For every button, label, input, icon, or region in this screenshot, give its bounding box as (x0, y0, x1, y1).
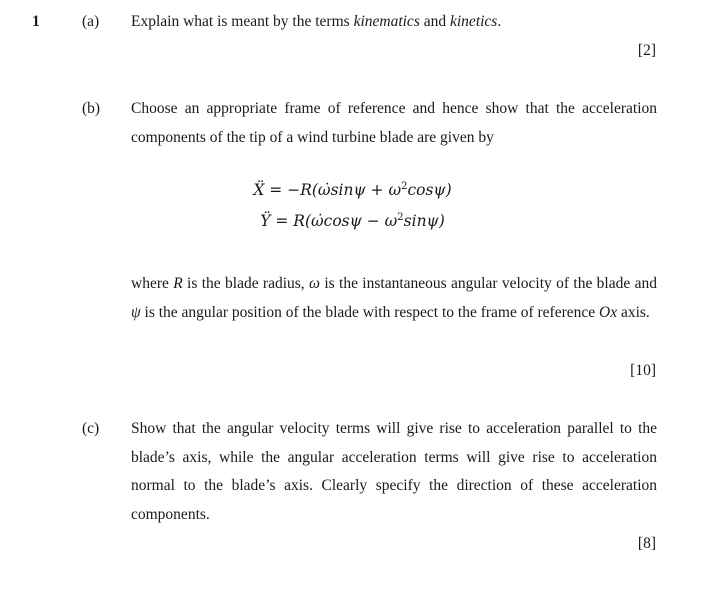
part-b-marks: [10] (630, 362, 656, 379)
term-kinetics: kinetics (450, 13, 498, 30)
part-a-marks: [2] (637, 42, 656, 59)
equation-x-acceleration: Ẍ = −R(ω̇sinψ + $\omega^2\cos\psi$) (253, 181, 452, 200)
part-c-label: (c) (82, 420, 100, 437)
term-kinematics: kinematics (353, 13, 420, 30)
part-b-intro: Choose an appropriate frame of reference and hence show that the acceleration components of the tip of a wind turbine blade are given by (131, 100, 657, 146)
part-b-label: (b) (82, 100, 101, 117)
part-b-definitions: where R is the blade radius, ω is the instantaneous angular velocity of the blade and ψ is the angular position of the blade with respect to the frame of reference Ox axis. (131, 275, 657, 321)
question-number: 1 (32, 13, 40, 30)
part-a-label: (a) (82, 13, 100, 30)
part-a-text: Explain what is meant by the terms kinematics and kinetics. (131, 13, 502, 30)
equation-y-acceleration: Ÿ = R(ω̇cosψ − $\omega^2\sin\psi$) (260, 212, 445, 231)
part-c-text: Show that the angular velocity terms will give rise to acceleration parallel to the blade’s axis, while the angular acceleration terms will give rise to acceleration normal to the blade’s axis. Clearly specify the direction of these acceleration components. (131, 420, 657, 523)
part-c-marks: [8] (637, 535, 656, 552)
